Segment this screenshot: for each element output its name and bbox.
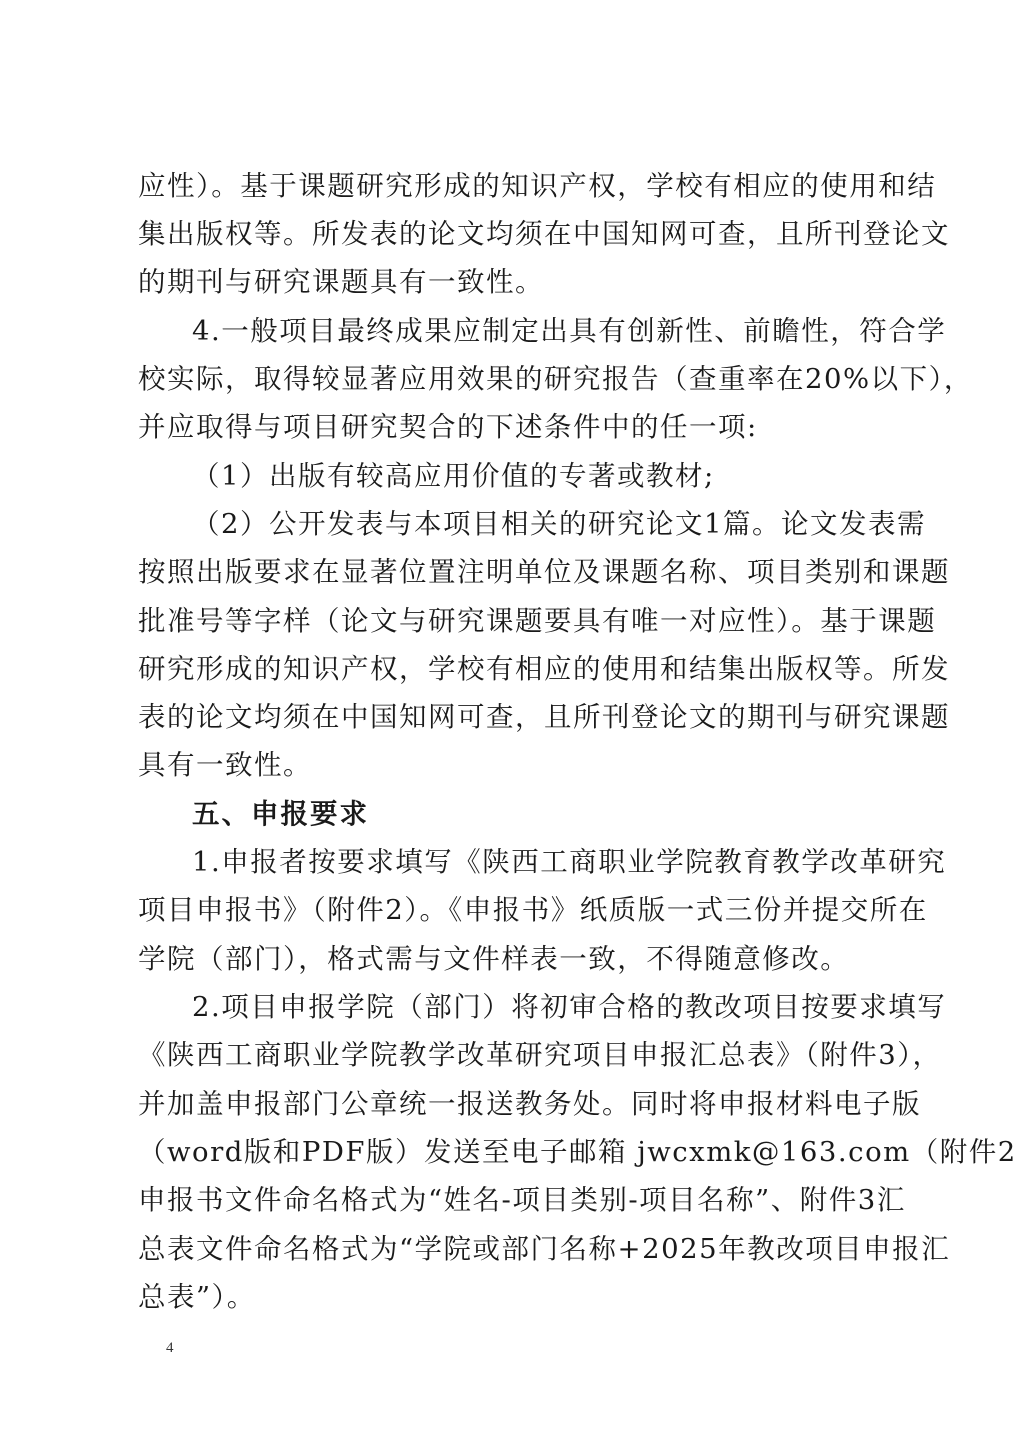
body-text-line: 2.项目申报学院（部门）将初审合格的教改项目按要求填写	[192, 991, 947, 1023]
section-heading: 五、申报要求	[192, 798, 369, 830]
body-text-line: 学院（部门），格式需与文件样表一致，不得随意修改。	[138, 943, 850, 975]
body-text-line: 按照出版要求在显著位置注明单位及课题名称、项目类别和课题	[138, 556, 950, 588]
body-text-line: 的期刊与研究课题具有一致性。	[138, 266, 544, 298]
body-text-line: 《陕西工商职业学院教学改革研究项目申报汇总表》（附件3），	[138, 1039, 942, 1071]
body-text-line: 总表文件命名格式为“学院或部门名称+2025年教改项目申报汇	[138, 1233, 951, 1265]
body-text-line: 应性）。基于课题研究形成的知识产权，学校有相应的使用和结	[138, 170, 937, 202]
body-text-line: 研究形成的知识产权，学校有相应的使用和结集出版权等。所发	[138, 653, 950, 685]
body-text-line: 批准号等字样（论文与研究课题要具有唯一对应性）。基于课题	[138, 605, 937, 637]
body-text-line: 集出版权等。所发表的论文均须在中国知网可查，且所刊登论文	[138, 218, 950, 250]
body-text-line: 具有一致性。	[138, 749, 312, 781]
body-text-line: 4.一般项目最终成果应制定出具有创新性、前瞻性，符合学	[192, 315, 947, 347]
body-text-line: 校实际，取得较显著应用效果的研究报告（查重率在20%以下），	[138, 363, 973, 395]
body-text-line: 1.申报者按要求填写《陕西工商职业学院教育教学改革研究	[192, 846, 947, 878]
body-text-line: 并应取得与项目研究契合的下述条件中的任一项:	[138, 411, 758, 443]
body-text-line: 申报书文件命名格式为“姓名-项目类别-项目名称”、附件3汇	[138, 1184, 906, 1216]
body-text-line: （word版和PDF版）发送至电子邮箱 jwcxmk@163.com（附件2	[138, 1136, 1017, 1168]
list-item-text: （1）出版有较高应用价值的专著或教材;	[192, 460, 715, 492]
body-text-line: 表的论文均须在中国知网可查，且所刊登论文的期刊与研究课题	[138, 701, 950, 733]
page-number: 4	[166, 1340, 174, 1356]
list-item-text: （2）公开发表与本项目相关的研究论文1篇。论文发表需	[192, 508, 926, 540]
body-text-line: 并加盖申报部门公章统一报送教务处。同时将申报材料电子版	[138, 1088, 921, 1120]
body-text-line: 总表”）。	[138, 1281, 256, 1313]
body-text-line: 项目申报书》（附件2）。《申报书》纸质版一式三份并提交所在	[138, 894, 928, 926]
